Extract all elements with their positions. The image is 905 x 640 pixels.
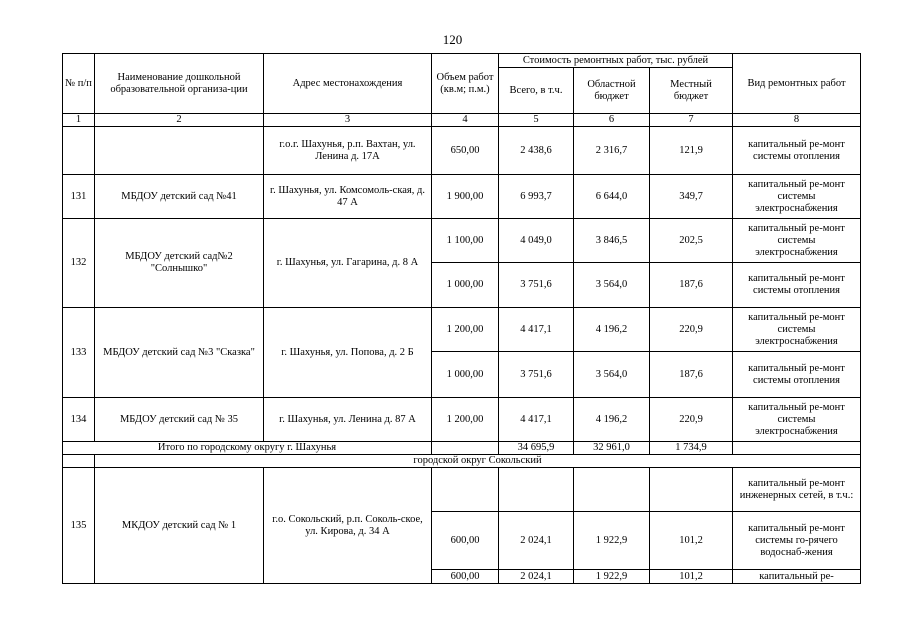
total-label: Итого по городскому округу г. Шахунья	[63, 442, 432, 455]
section-label: городской округ Сокольский	[95, 455, 861, 468]
row-type: капитальный ре-монт системы го-рячего водоснаб-жения	[733, 512, 861, 570]
row-regional: 1 922,9	[574, 512, 650, 570]
header-row	[63, 54, 861, 68]
header-no: № п/п	[63, 54, 95, 114]
row-regional: 3 564,0	[574, 352, 650, 398]
row-volume: 1 900,00	[432, 175, 499, 219]
row-type: капитальный ре-монт инженерных сетей, в т.ч.:	[733, 468, 861, 512]
row-address: г.о.г. Шахунья, р.п. Вахтан, ул. Ленина д. 17А	[264, 127, 432, 175]
row-volume: 600,00	[432, 512, 499, 570]
repair-works-table	[62, 53, 861, 584]
row-name: МБДОУ детский сад №41	[95, 175, 264, 219]
row-local: 349,7	[650, 175, 733, 219]
row-no: 134	[63, 398, 95, 442]
row-total: 4 417,1	[499, 308, 574, 352]
row-total: 2 024,1	[499, 512, 574, 570]
row-address: г.о. Сокольский, р.п. Соколь-ское, ул. Кирова, д. 34 А	[264, 468, 432, 584]
row-local: 101,2	[650, 512, 733, 570]
row-no: 131	[63, 175, 95, 219]
header-cost-group: Стоимость ремонтных работ, тыс. рублей	[499, 54, 733, 68]
row-regional: 2 316,7	[574, 127, 650, 175]
row-address: г. Шахунья, ул. Попова, д. 2 Б	[264, 308, 432, 398]
total-local: 1 734,9	[650, 442, 733, 455]
row-volume: 1 200,00	[432, 398, 499, 442]
column-number: 3	[264, 114, 432, 127]
row-name: МКДОУ детский сад № 1	[95, 468, 264, 584]
row-type: капитальный ре-монт системы электроснабжения	[733, 398, 861, 442]
row-volume: 1 200,00	[432, 308, 499, 352]
table-row	[63, 127, 861, 175]
total-row	[63, 442, 861, 455]
header-volume: Объем работ (кв.м; п.м.)	[432, 54, 499, 114]
table-row	[63, 175, 861, 219]
header-local: Местный бюджет	[650, 68, 733, 114]
total-volume	[432, 442, 499, 455]
row-total: 6 993,7	[499, 175, 574, 219]
section-row	[63, 455, 861, 468]
row-type: капитальный ре-монт системы отопления	[733, 263, 861, 308]
table-row	[63, 219, 861, 263]
row-volume: 1 000,00	[432, 352, 499, 398]
row-volume: 1 100,00	[432, 219, 499, 263]
column-numbers-row	[63, 114, 861, 127]
row-total: 2 024,1	[499, 570, 574, 584]
header-regional: Областной бюджет	[574, 68, 650, 114]
row-regional: 4 196,2	[574, 308, 650, 352]
header-name: Наименование дошкольной образовательной организа-ции	[95, 54, 264, 114]
table-row	[63, 398, 861, 442]
row-local: 187,6	[650, 263, 733, 308]
row-local	[650, 468, 733, 512]
row-total: 2 438,6	[499, 127, 574, 175]
table-row	[63, 468, 861, 512]
row-address: г. Шахунья, ул. Гагарина, д. 8 А	[264, 219, 432, 308]
row-type: капитальный ре-монт системы электроснабжения	[733, 219, 861, 263]
row-regional: 4 196,2	[574, 398, 650, 442]
total-total: 34 695,9	[499, 442, 574, 455]
column-number: 6	[574, 114, 650, 127]
row-address: г. Шахунья, ул. Ленина д. 87 А	[264, 398, 432, 442]
row-local: 187,6	[650, 352, 733, 398]
total-type	[733, 442, 861, 455]
header-type: Вид ремонтных работ	[733, 54, 861, 114]
column-number: 7	[650, 114, 733, 127]
row-regional: 6 644,0	[574, 175, 650, 219]
total-regional: 32 961,0	[574, 442, 650, 455]
column-number: 2	[95, 114, 264, 127]
row-local: 101,2	[650, 570, 733, 584]
row-regional: 3 564,0	[574, 263, 650, 308]
row-local: 220,9	[650, 308, 733, 352]
row-type: капитальный ре-монт системы отопления	[733, 127, 861, 175]
column-number: 4	[432, 114, 499, 127]
row-volume: 600,00	[432, 570, 499, 584]
row-type: капитальный ре-	[733, 570, 861, 584]
row-local: 220,9	[650, 398, 733, 442]
section-no	[63, 455, 95, 468]
row-total	[499, 468, 574, 512]
row-no: 132	[63, 219, 95, 308]
row-no	[63, 127, 95, 175]
table-row	[63, 308, 861, 352]
column-number: 1	[63, 114, 95, 127]
row-volume: 1 000,00	[432, 263, 499, 308]
row-total: 3 751,6	[499, 263, 574, 308]
row-regional: 3 846,5	[574, 219, 650, 263]
header-total: Всего, в т.ч.	[499, 68, 574, 114]
row-volume	[432, 468, 499, 512]
page-number: 120	[442, 32, 463, 47]
row-local: 121,9	[650, 127, 733, 175]
column-number: 5	[499, 114, 574, 127]
row-name: МБДОУ детский сад № 35	[95, 398, 264, 442]
row-regional: 1 922,9	[574, 570, 650, 584]
row-regional	[574, 468, 650, 512]
row-name: МБДОУ детский сад №3 "Сказка"	[95, 308, 264, 398]
row-name	[95, 127, 264, 175]
row-address: г. Шахунья, ул. Комсомоль-ская, д. 47 А	[264, 175, 432, 219]
row-volume: 650,00	[432, 127, 499, 175]
row-no: 133	[63, 308, 95, 398]
row-total: 3 751,6	[499, 352, 574, 398]
column-number: 8	[733, 114, 861, 127]
row-total: 4 049,0	[499, 219, 574, 263]
row-total: 4 417,1	[499, 398, 574, 442]
row-type: капитальный ре-монт системы электроснабжения	[733, 308, 861, 352]
row-name: МБДОУ детский сад№2 "Солнышко"	[95, 219, 264, 308]
row-no: 135	[63, 468, 95, 584]
row-local: 202,5	[650, 219, 733, 263]
row-type: капитальный ре-монт системы отопления	[733, 352, 861, 398]
header-address: Адрес местонахождения	[264, 54, 432, 114]
row-type: капитальный ре-монт системы электроснабжения	[733, 175, 861, 219]
